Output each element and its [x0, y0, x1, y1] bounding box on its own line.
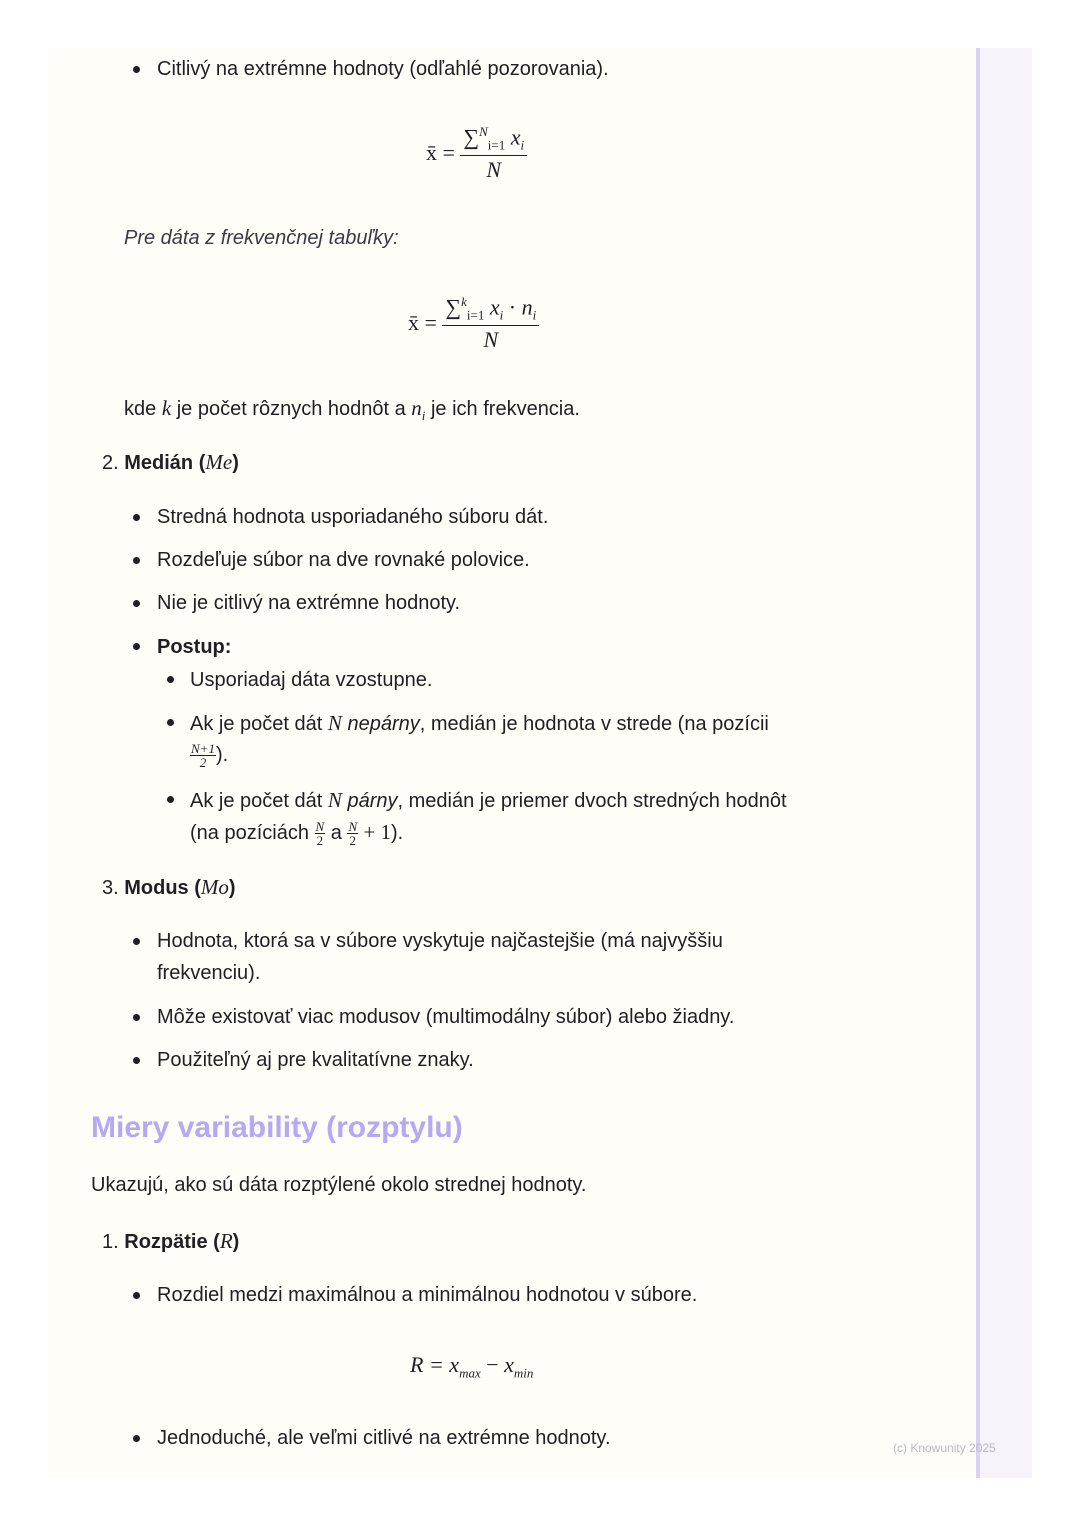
position-fraction	[347, 820, 358, 847]
denominator: N	[483, 326, 499, 352]
text: Ak je počet dát	[190, 790, 328, 812]
position-fraction	[315, 820, 326, 847]
term: x	[449, 1352, 460, 1377]
text: , medián je hodnota v strede (na pozícii	[419, 713, 769, 735]
list-number: 2.	[102, 452, 119, 474]
var-index: i	[421, 408, 426, 423]
median-bullet: Stredná hodnota usporiadaného súboru dát.	[157, 506, 549, 528]
text: a	[325, 822, 348, 844]
list-number: 3.	[102, 877, 119, 899]
sum-lower: i=1	[487, 137, 506, 153]
dot-operator: ·	[508, 294, 517, 320]
range-bullet: Jednoduché, ale veľmi citlivé na extrémne hodnoty.	[157, 1427, 611, 1449]
text: , medián je priemer dvoch stredných hodnôt	[397, 790, 787, 812]
mean-formula	[426, 124, 527, 183]
procedure-step-odd	[190, 711, 769, 736]
formula-fraction	[460, 124, 527, 183]
section-intro: Ukazujú, ako sú dáta rozptýlené okolo strednej hodnoty.	[91, 1174, 587, 1196]
text: ).	[215, 743, 229, 766]
term-index: i	[532, 307, 537, 323]
paren: )	[232, 452, 239, 474]
bullet-dot	[133, 1014, 140, 1021]
fraction-den: 2	[316, 833, 324, 849]
term: x	[489, 294, 500, 320]
term: x	[504, 1352, 514, 1377]
median-symbol: Me	[205, 450, 233, 474]
formula-lhs: R =	[410, 1352, 450, 1377]
var-n: n	[411, 396, 422, 420]
heading-title: Rozpätie (	[124, 1231, 220, 1253]
bullet-dot	[133, 1057, 140, 1064]
list-number: 1.	[102, 1231, 119, 1253]
bullet-dot	[133, 66, 140, 73]
heading-title: Medián (	[124, 452, 206, 474]
formula-lhs: x̄ =	[408, 310, 437, 336]
range-symbol: R	[219, 1229, 233, 1253]
term-index: max	[459, 1365, 481, 1381]
sub-bullet-dot	[167, 676, 174, 683]
var-N: N	[327, 711, 342, 735]
procedure-step-even	[190, 788, 787, 813]
bullet-dot	[133, 557, 140, 564]
section-heading: Miery variability (rozptylu)	[91, 1111, 463, 1144]
text: (na pozíciách	[190, 822, 315, 844]
heading-title: Modus (	[124, 877, 201, 899]
formula-lhs: x̄ =	[426, 140, 455, 166]
sum-lower: i=1	[466, 307, 485, 323]
var-N: N	[327, 788, 342, 812]
mode-symbol: Mo	[200, 875, 229, 899]
median-bullet: Nie je citlivý na extrémne hodnoty.	[157, 592, 461, 614]
mode-bullet: Hodnota, ktorá sa v súbore vyskytuje najčastejšie (má najvyššiu	[157, 930, 723, 952]
plus-one: + 1	[358, 820, 391, 844]
formula-fraction	[442, 294, 539, 353]
median-bullet: Rozdeľuje súbor na dve rovnaké polovice.	[157, 549, 530, 571]
text: Ak je počet dát	[190, 713, 328, 735]
fraction-den: 2	[199, 755, 207, 770]
term: x	[510, 124, 521, 150]
sub-bullet-dot	[167, 719, 174, 726]
mode-bullet-cont: frekvenciu).	[157, 962, 261, 984]
mode-bullet: Použiteľný aj pre kvalitatívne znaky.	[157, 1049, 474, 1071]
denominator: N	[486, 156, 502, 182]
bullet-dot	[133, 514, 140, 521]
bullet-dot	[133, 1292, 140, 1299]
sum-upper: k	[461, 294, 467, 309]
term-index: i	[520, 137, 525, 153]
bullet-dot	[133, 600, 140, 607]
paren: )	[228, 877, 236, 899]
procedure-label: Postup:	[157, 636, 232, 658]
median-heading	[102, 450, 239, 475]
frequency-explanation	[124, 396, 580, 428]
document-page	[48, 48, 976, 1478]
var-k: k	[161, 396, 172, 420]
text: ).	[390, 822, 404, 844]
fraction-den: 2	[349, 833, 357, 849]
mean-outliers-bullet: Citlivý na extrémne hodnoty (odľahlé pozorovania).	[157, 58, 609, 80]
fraction-num: N+1	[191, 741, 215, 756]
term: n	[521, 294, 533, 320]
emph-even: párny	[341, 790, 398, 812]
sum-upper: N	[479, 124, 488, 139]
term-index: i	[499, 307, 504, 323]
term-index: min	[513, 1365, 534, 1381]
copyright-footer: (c) Knowunity 2025	[893, 1441, 996, 1455]
range-heading	[102, 1229, 239, 1254]
range-bullet: Rozdiel medzi maximálnou a minimálnou hodnotou v súbore.	[157, 1284, 698, 1306]
fraction-num: N	[348, 819, 358, 835]
sub-bullet-dot	[167, 796, 174, 803]
weighted-mean-formula	[408, 294, 539, 353]
procedure-step: Usporiadaj dáta vzostupne.	[190, 669, 433, 691]
range-formula	[410, 1352, 533, 1381]
bullet-dot	[133, 1435, 140, 1442]
emph-odd: nepárny	[341, 713, 420, 735]
procedure-step-even-cont	[190, 820, 403, 847]
text: kde	[124, 398, 162, 420]
position-fraction	[190, 742, 216, 769]
frequency-table-note: Pre dáta z frekvenčnej tabuľky:	[124, 227, 399, 249]
bullet-dot	[133, 643, 140, 650]
mode-bullet: Môže existovať viac modusov (multimodálny súbor) alebo žiadny.	[157, 1006, 735, 1028]
text: je ich frekvencia.	[425, 398, 580, 420]
fraction-num: N	[315, 819, 325, 835]
mode-heading	[102, 875, 236, 900]
sum-sign: ∑	[445, 294, 462, 320]
side-margin-panel	[980, 48, 1032, 1478]
sum-sign: ∑	[463, 124, 480, 150]
procedure-step-odd-cont	[190, 742, 228, 769]
minus-sign: −	[480, 1352, 505, 1377]
text: je počet rôznych hodnôt a	[171, 398, 412, 420]
bullet-dot	[133, 938, 140, 945]
paren: )	[232, 1231, 240, 1253]
